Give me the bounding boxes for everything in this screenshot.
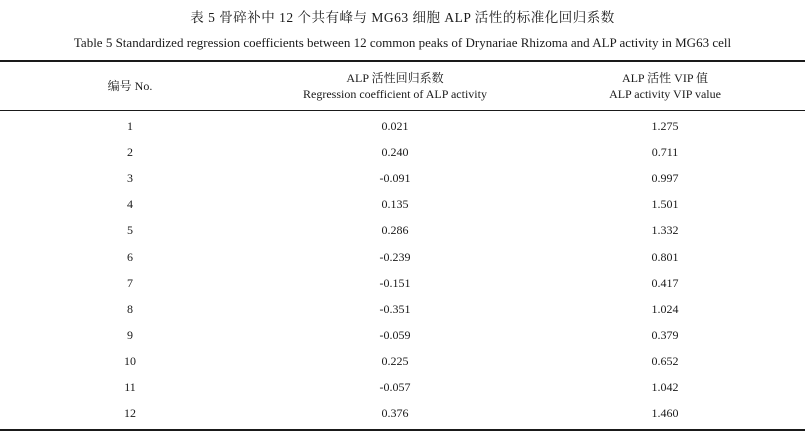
- table-row: [0, 327, 805, 353]
- cell-vip-value: 1.042: [651, 380, 679, 394]
- cell-regression-coefficient: -0.091: [379, 171, 411, 186]
- table-row: [0, 118, 805, 144]
- table-row: [0, 275, 805, 301]
- cell-vip-value: 0.801: [651, 249, 679, 264]
- cell-number: 4: [127, 197, 133, 212]
- table-row: [0, 144, 805, 170]
- cell-vip-value: 1.501: [651, 197, 679, 212]
- cell-vip-value: 0.711: [651, 145, 679, 160]
- cell-regression-coefficient: 0.286: [381, 223, 409, 238]
- cell-number: 5: [127, 223, 133, 238]
- table-row: [0, 353, 805, 379]
- cell-vip-value: 0.379: [651, 327, 679, 342]
- cell-regression-coefficient: 0.021: [381, 119, 409, 133]
- cell-number: 1: [127, 119, 133, 133]
- column-header-number: [30, 78, 230, 94]
- cell-number: 12: [124, 406, 136, 421]
- cell-vip-value: 0.997: [651, 171, 679, 186]
- table-row: [0, 249, 805, 275]
- table-row: [0, 405, 805, 431]
- column-header-regression-coefficient-en: Regression coefficient of ALP activity: [303, 87, 487, 101]
- cell-number: 10: [124, 353, 136, 368]
- cell-regression-coefficient: 0.135: [381, 197, 409, 212]
- cell-regression-coefficient: -0.057: [379, 380, 411, 394]
- cell-number: 8: [127, 301, 133, 316]
- column-header-regression-coefficient: [230, 70, 560, 102]
- cell-regression-coefficient: 0.240: [381, 145, 409, 160]
- table-row: [0, 170, 805, 196]
- table-row: [0, 301, 805, 327]
- cell-regression-coefficient: 0.376: [381, 406, 409, 421]
- cell-regression-coefficient: -0.151: [379, 275, 411, 290]
- table-row: [0, 222, 805, 248]
- table-row: [0, 196, 805, 222]
- column-header-vip-value-en: ALP activity VIP value: [609, 87, 721, 101]
- cell-number: 3: [127, 171, 133, 186]
- cell-regression-coefficient: -0.059: [379, 327, 411, 342]
- cell-vip-value: 0.652: [651, 353, 679, 368]
- table-top-rule: [0, 60, 805, 62]
- table-caption-chinese: 表 5 骨碎补中 12 个共有峰与 MG63 细胞 ALP 活性的标准化回归系数: [190, 10, 615, 25]
- cell-number: 6: [127, 249, 133, 264]
- table-row: [0, 379, 805, 405]
- cell-regression-coefficient: 0.225: [381, 353, 409, 368]
- cell-vip-value: 0.417: [651, 275, 679, 290]
- cell-number: 7: [127, 275, 133, 290]
- cell-vip-value: 1.332: [651, 223, 679, 238]
- cell-number: 11: [124, 380, 136, 394]
- cell-regression-coefficient: -0.351: [379, 301, 411, 316]
- table-caption-english: Table 5 Standardized regression coefficients between 12 common peaks of Drynariae Rhizoma and ALP activity in MG63 cell: [73, 35, 732, 50]
- table-bottom-rule: [0, 429, 805, 431]
- cell-number: 2: [127, 145, 133, 160]
- column-header-regression-coefficient-zh: ALP 活性回归系数: [346, 71, 444, 85]
- column-header-vip-value-zh: ALP 活性 VIP 值: [621, 71, 709, 85]
- cell-number: 9: [127, 327, 133, 342]
- cell-vip-value: 1.460: [651, 406, 679, 421]
- cell-regression-coefficient: -0.239: [379, 249, 411, 264]
- cell-vip-value: 1.275: [651, 119, 679, 133]
- column-header-vip-value: [530, 70, 800, 102]
- cell-vip-value: 1.024: [651, 301, 679, 316]
- column-header-number-label: 编号 No.: [107, 79, 153, 93]
- table-header-rule: [0, 110, 805, 111]
